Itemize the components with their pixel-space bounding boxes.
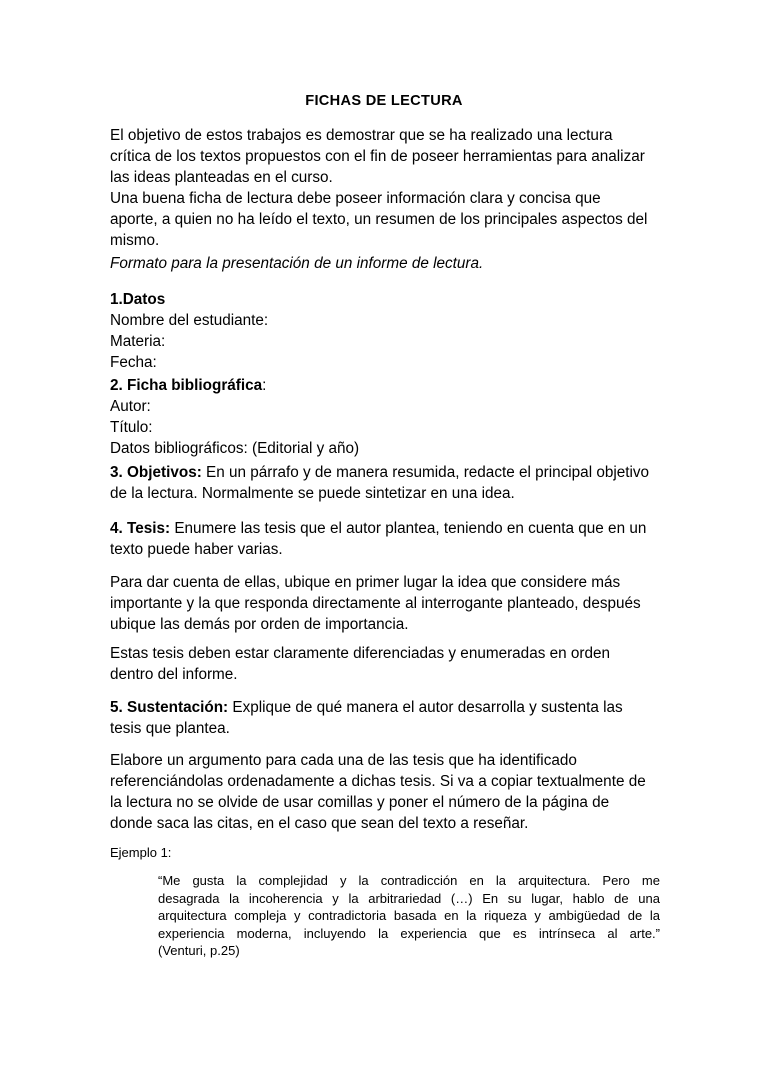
section-line bbox=[110, 462, 670, 483]
field-label: Materia: bbox=[110, 333, 166, 350]
section-heading: 3. Objetivos: bbox=[110, 464, 202, 481]
section-text: de la lectura. Normalmente se puede sintetizar en una idea. bbox=[110, 485, 515, 502]
section-objetivos bbox=[110, 462, 670, 504]
section-heading: 1.Datos bbox=[110, 291, 166, 308]
quote-line: experiencia moderna, incluyendo la experiencia que es intrínseca al arte.” bbox=[158, 925, 660, 941]
format-note-text: Formato para la presentación de un informe de lectura. bbox=[110, 255, 484, 272]
format-note bbox=[110, 253, 670, 274]
example-label: Ejemplo 1: bbox=[110, 845, 172, 860]
intro-line: aporte, a quien no ha leído el texto, un resumen de los principales aspectos del bbox=[110, 211, 648, 228]
paragraph-line: Para dar cuenta de ellas, ubique en primer lugar la idea que considere más bbox=[110, 574, 621, 591]
intro-line: las ideas planteadas en el curso. bbox=[110, 169, 333, 186]
tesis-paragraph-2 bbox=[110, 572, 670, 635]
intro-line: El objetivo de estos trabajos es demostrar que se ha realizado una lectura bbox=[110, 127, 613, 144]
example-quote bbox=[158, 872, 660, 960]
section-heading: 4. Tesis: bbox=[110, 520, 171, 537]
intro-line: crítica de los textos propuestos con el fin de poseer herramientas para analizar bbox=[110, 148, 645, 165]
field-label: Nombre del estudiante: bbox=[110, 312, 269, 329]
field-label: Datos bibliográficos: (Editorial y año) bbox=[110, 440, 360, 457]
page-title: FICHAS DE LECTURA bbox=[305, 93, 463, 109]
section-line bbox=[110, 697, 670, 718]
paragraph-line: referenciándolas ordenadamente a dichas tesis. Si va a copiar textualmente de bbox=[110, 773, 646, 790]
quote-line: “Me gusta la complejidad y la contradicción en la arquitectura. Pero me bbox=[158, 873, 660, 888]
section-text: tesis que plantea. bbox=[110, 720, 230, 737]
quote-line: desagrada la incoherencia y la arbitrariedad (…) En su lugar, hablo de una bbox=[158, 890, 660, 906]
section-text: Explique de qué manera el autor desarrolla y sustenta las bbox=[228, 699, 623, 716]
sustentacion-paragraph-2 bbox=[110, 750, 670, 834]
intro-line: mismo. bbox=[110, 232, 160, 249]
quote-line: arquitectura compleja y contradictoria basada en la riqueza y ambigüedad de la bbox=[158, 908, 660, 924]
section-heading: 5. Sustentación: bbox=[110, 699, 229, 716]
intro-paragraph bbox=[110, 125, 670, 251]
tesis-paragraph-3 bbox=[110, 643, 670, 685]
field-label: Fecha: bbox=[110, 354, 157, 371]
section-heading: 2. Ficha bibliográfica bbox=[110, 377, 263, 394]
paragraph-line: la lectura no se olvide de usar comillas y poner el número de la página de bbox=[110, 794, 610, 811]
section-heading-line bbox=[110, 375, 670, 396]
section-tesis bbox=[110, 518, 670, 560]
paragraph-line: dentro del informe. bbox=[110, 666, 238, 683]
paragraph-line: importante y la que responda directamente al interrogante planteado, después bbox=[110, 595, 641, 612]
section-sustentacion bbox=[110, 697, 670, 739]
section-text: Enumere las tesis que el autor plantea, teniendo en cuenta que en un bbox=[170, 520, 647, 537]
section-text: texto puede haber varias. bbox=[110, 541, 283, 558]
heading-suffix: : bbox=[262, 377, 267, 394]
paragraph-line: Elabore un argumento para cada una de las tesis que ha identificado bbox=[110, 752, 577, 769]
section-ficha-bibliografica bbox=[110, 375, 670, 459]
quote-citation: (Venturi, p.25) bbox=[158, 943, 240, 959]
example-label-block bbox=[110, 842, 670, 863]
section-text: En un párrafo y de manera resumida, redacte el principal objetivo bbox=[201, 464, 650, 481]
field-label: Título: bbox=[110, 419, 153, 436]
field-label: Autor: bbox=[110, 398, 151, 415]
paragraph-line: Estas tesis deben estar claramente diferenciadas y enumeradas en orden bbox=[110, 645, 610, 662]
intro-line: Una buena ficha de lectura debe poseer información clara y concisa que bbox=[110, 190, 601, 207]
section-datos bbox=[110, 289, 670, 373]
paragraph-line: donde saca las citas, en el caso que sean del texto a reseñar. bbox=[110, 815, 529, 832]
section-line bbox=[110, 518, 670, 539]
paragraph-line: ubique las demás por orden de importancia. bbox=[110, 616, 409, 633]
